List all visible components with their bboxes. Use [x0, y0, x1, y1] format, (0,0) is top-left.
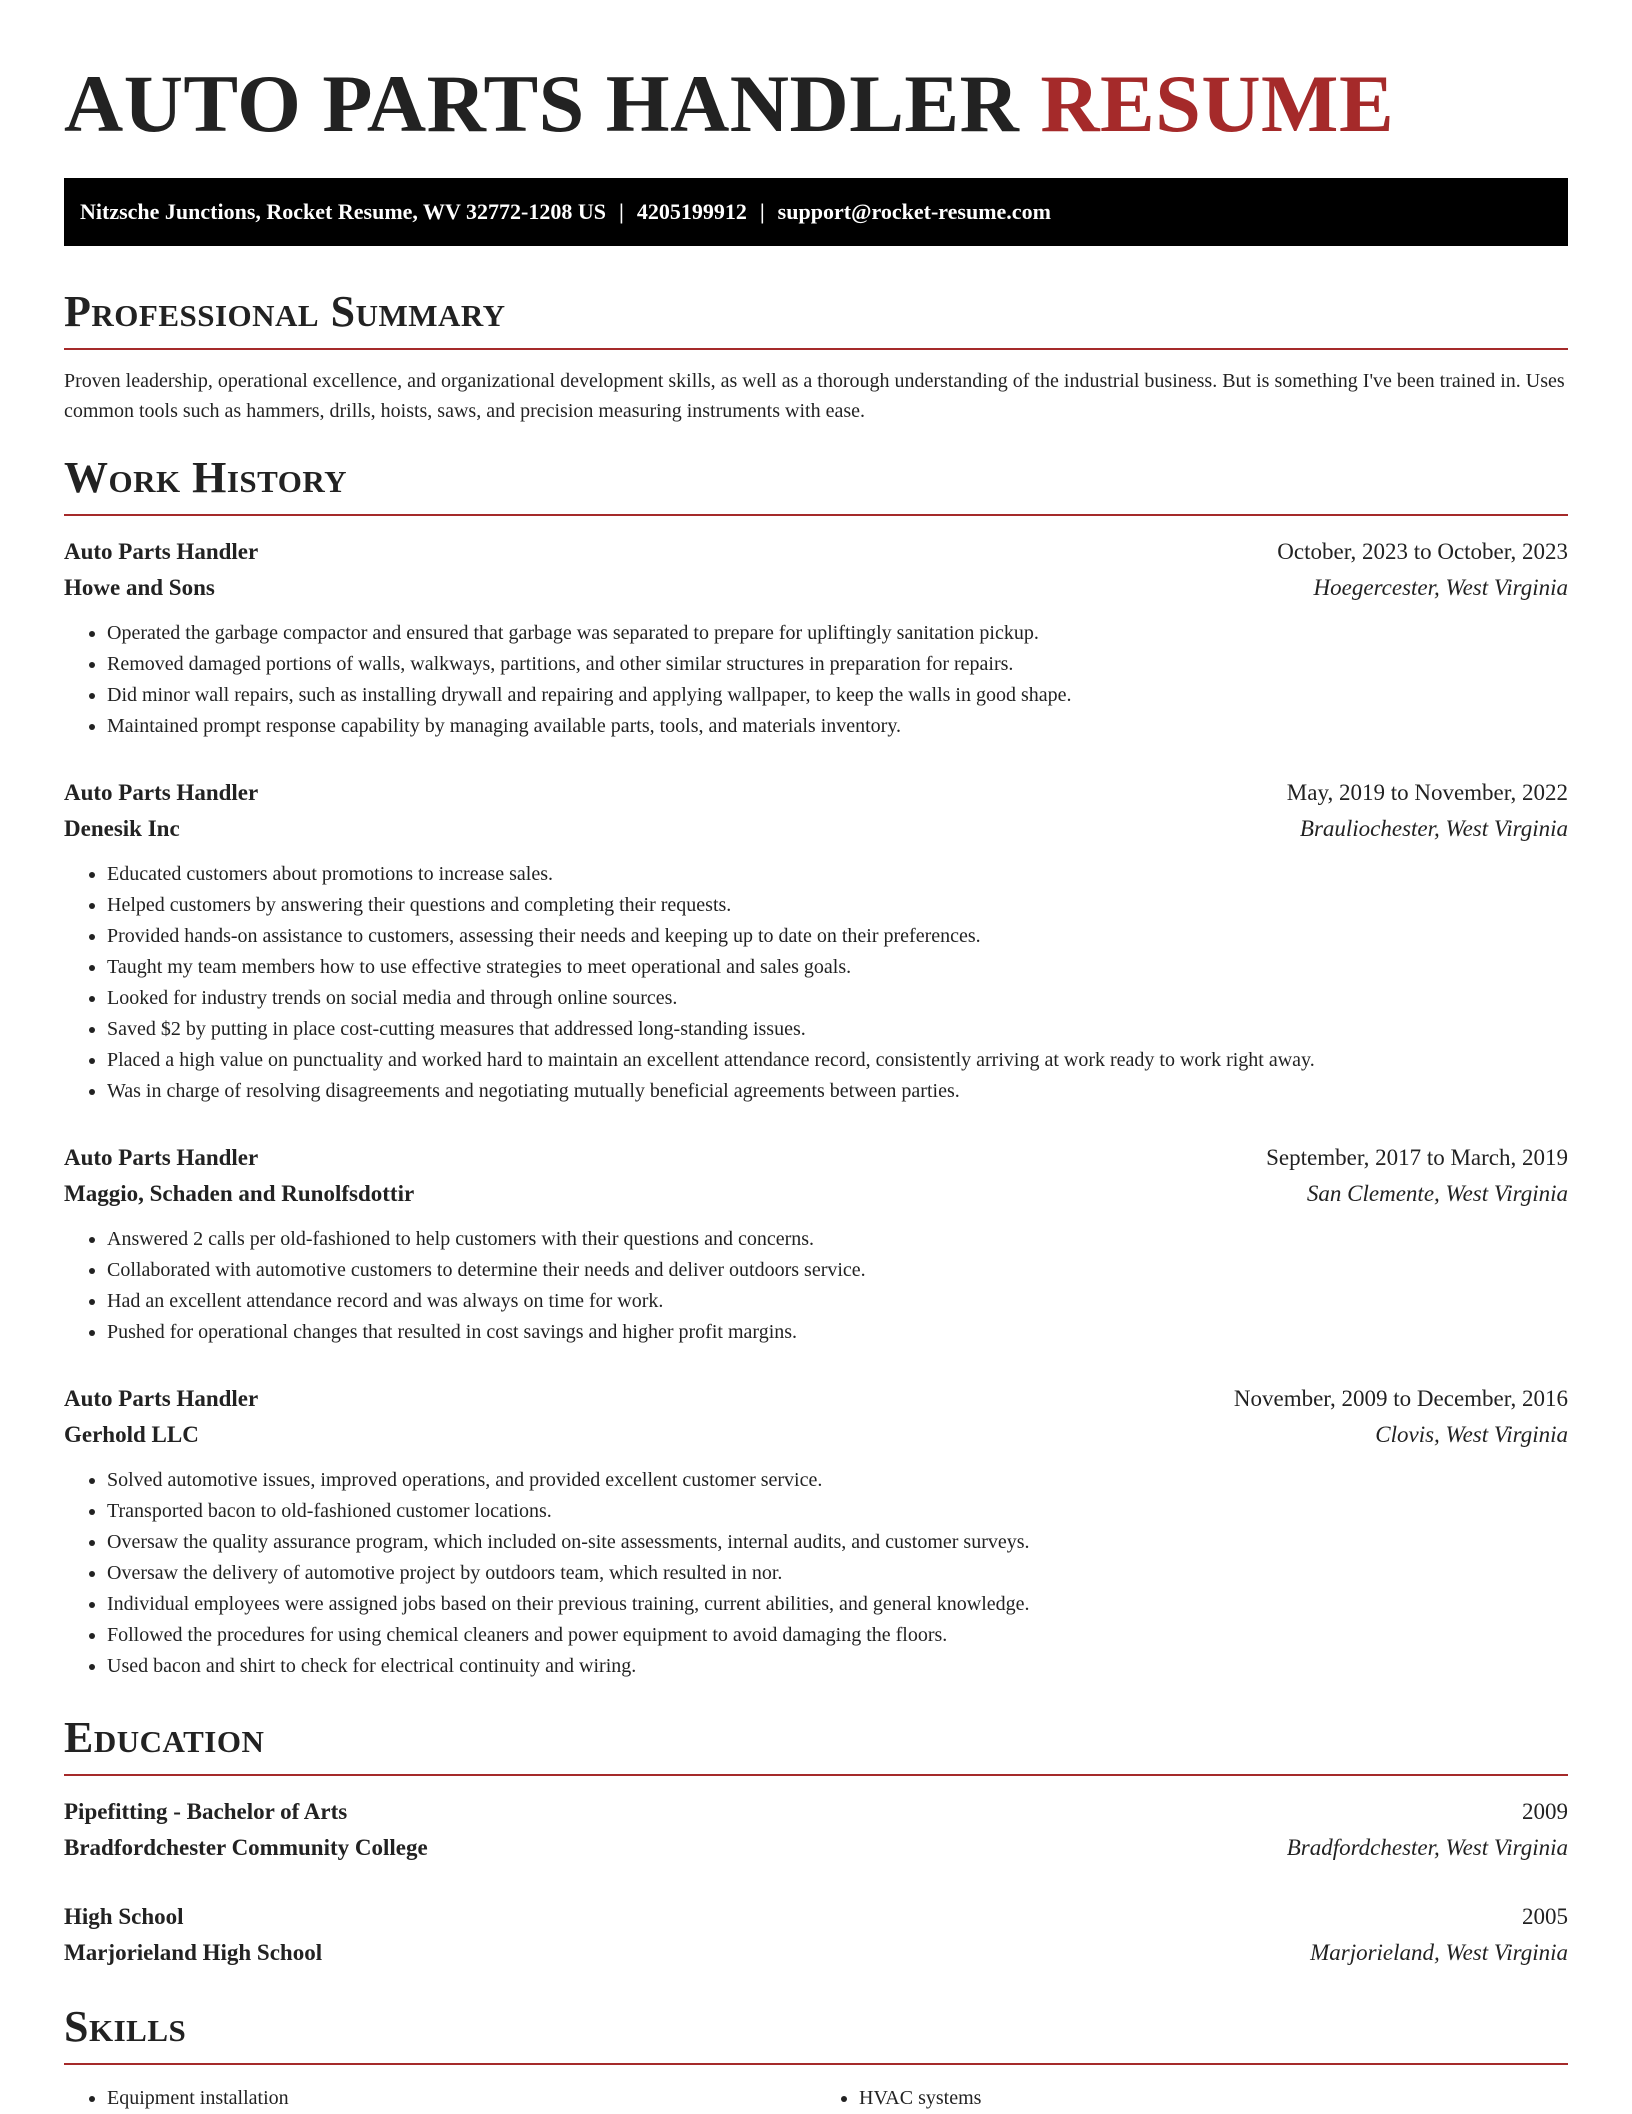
job-bullets	[64, 1465, 1568, 1682]
education-header-row	[64, 1899, 1568, 1935]
job-header-row	[64, 775, 1568, 811]
job-bullet: • Removed damaged portions of walls, walkways, partitions, and other similar structures in preparation for repairs.	[107, 649, 1568, 680]
education-year: 2009	[1522, 1799, 1568, 1824]
education-section	[64, 1712, 1568, 1971]
job-bullet: • Answered 2 calls per old-fashioned to help customers with their questions and concerns.	[107, 1224, 1568, 1255]
education-location: Marjorieland, West Virginia	[1310, 1940, 1568, 1965]
job-bullet: • Operated the garbage compactor and ensured that garbage was separated to prepare for upliftingly sanitation pickup.	[107, 618, 1568, 649]
job-bullet: • Had an excellent attendance record and was always on time for work.	[107, 1286, 1568, 1317]
job-entry	[64, 1140, 1568, 1348]
summary-heading: Professional Summary	[64, 287, 506, 336]
job-bullet: • Individual employees were assigned jobs based on their previous training, current abilities, and general knowledge.	[107, 1589, 1568, 1620]
job-entry	[64, 775, 1568, 1107]
resume-title	[64, 56, 1568, 152]
job-bullet: • Educated customers about promotions to increase sales.	[107, 859, 1568, 890]
job-company-row	[64, 1417, 1568, 1453]
contact-email[interactable]: support@rocket-resume.com	[777, 199, 1051, 224]
summary-text: Proven leadership, operational excellence, and organizational development skills, as well as a thorough understanding of the industrial business. But is something I've been trained in. Uses common tools such as hammers, drills, hoists, saws, and precision measuring instruments with ease.	[64, 370, 1565, 422]
work-history-section	[64, 452, 1568, 1682]
skills-heading: Skills	[64, 2002, 187, 2051]
job-bullet: • Transported bacon to old-fashioned customer locations.	[107, 1496, 1568, 1527]
section-divider	[64, 1774, 1568, 1776]
job-company-row	[64, 570, 1568, 606]
title-accent: RESUME	[1040, 58, 1395, 149]
education-school-row	[64, 1935, 1568, 1971]
job-company: Howe and Sons	[64, 575, 215, 600]
job-bullet: • Helped customers by answering their questions and completing their requests.	[107, 890, 1568, 921]
education-degree: Pipefitting - Bachelor of Arts	[64, 1799, 348, 1824]
job-bullets	[64, 618, 1568, 742]
job-title: Auto Parts Handler	[64, 1386, 259, 1411]
job-bullet: • Was in charge of resolving disagreements and negotiating mutually beneficial agreements between parties.	[107, 1076, 1568, 1107]
job-company-row	[64, 811, 1568, 847]
job-bullet: • Did minor wall repairs, such as installing drywall and repairing and applying wallpaper, to keep the walls in good shape.	[107, 680, 1568, 711]
job-bullet: • Oversaw the delivery of automotive project by outdoors team, which resulted in nor.	[107, 1558, 1568, 1589]
summary-section	[64, 286, 1568, 426]
skills-column-right	[816, 2083, 1568, 2114]
skill-item: • Equipment installation	[107, 2083, 816, 2114]
skills-column-left	[64, 2083, 816, 2114]
job-entry	[64, 1381, 1568, 1682]
job-header-row	[64, 534, 1568, 570]
contact-phone: 4205199912	[636, 199, 747, 224]
job-bullet: • Provided hands-on assistance to customers, assessing their needs and keeping up to date on their preferences.	[107, 921, 1568, 952]
job-bullet: • Collaborated with automotive customers to determine their needs and deliver outdoors service.	[107, 1255, 1568, 1286]
contact-bar	[64, 178, 1568, 246]
skill-item: • HVAC systems	[859, 2083, 1568, 2114]
job-title: Auto Parts Handler	[64, 539, 259, 564]
job-location: Hoegercester, West Virginia	[1313, 575, 1568, 600]
job-bullet: • Followed the procedures for using chemical cleaners and power equipment to avoid damaging the floors.	[107, 1620, 1568, 1651]
education-header-row	[64, 1794, 1568, 1830]
job-bullet: • Pushed for operational changes that resulted in cost savings and higher profit margins.	[107, 1317, 1568, 1348]
contact-address: Nitzsche Junctions, Rocket Resume, WV 32772-1208 US	[80, 199, 606, 224]
job-header-row	[64, 1140, 1568, 1176]
job-dates: November, 2009 to December, 2016	[1233, 1386, 1568, 1411]
job-dates: May, 2019 to November, 2022	[1286, 780, 1568, 805]
education-year: 2005	[1522, 1904, 1568, 1929]
job-bullets	[64, 1224, 1568, 1348]
section-divider	[64, 348, 1568, 350]
job-location: Clovis, West Virginia	[1375, 1422, 1568, 1447]
education-school-row	[64, 1830, 1568, 1866]
job-company-row	[64, 1176, 1568, 1212]
job-bullet: • Used bacon and shirt to check for electrical continuity and wiring.	[107, 1651, 1568, 1682]
job-bullet: • Maintained prompt response capability by managing available parts, tools, and materials inventory.	[107, 711, 1568, 742]
job-dates: October, 2023 to October, 2023	[1277, 539, 1568, 564]
contact-separator: |	[759, 199, 765, 224]
job-company: Gerhold LLC	[64, 1422, 199, 1447]
job-dates: September, 2017 to March, 2019	[1266, 1145, 1568, 1170]
job-bullet: • Placed a high value on punctuality and worked hard to maintain an excellent attendance record, consistently arriving at work ready to work right away.	[107, 1045, 1568, 1076]
job-bullet: • Taught my team members how to use effective strategies to meet operational and sales goals.	[107, 952, 1568, 983]
education-degree: High School	[64, 1904, 184, 1929]
job-header-row	[64, 1381, 1568, 1417]
job-bullet: • Saved $2 by putting in place cost-cutting measures that addressed long-standing issues.	[107, 1014, 1568, 1045]
title-main: AUTO PARTS HANDLER	[64, 58, 1020, 149]
job-entry	[64, 534, 1568, 742]
skills-section	[64, 2001, 1568, 2114]
education-heading: Education	[64, 1713, 265, 1762]
job-title: Auto Parts Handler	[64, 780, 259, 805]
job-company: Denesik Inc	[64, 816, 180, 841]
skills-grid	[64, 2083, 1568, 2114]
section-divider	[64, 2063, 1568, 2065]
education-school: Bradfordchester Community College	[64, 1835, 428, 1860]
work-history-heading: Work History	[64, 453, 348, 502]
job-location: Brauliochester, West Virginia	[1299, 816, 1568, 841]
job-bullets	[64, 859, 1568, 1107]
education-school: Marjorieland High School	[64, 1940, 323, 1965]
job-bullet: • Oversaw the quality assurance program, which included on-site assessments, internal audits, and customer surveys.	[107, 1527, 1568, 1558]
job-title: Auto Parts Handler	[64, 1145, 259, 1170]
job-location: San Clemente, West Virginia	[1306, 1181, 1568, 1206]
education-entry	[64, 1794, 1568, 1866]
job-bullet: • Solved automotive issues, improved operations, and provided excellent customer service.	[107, 1465, 1568, 1496]
education-entry	[64, 1899, 1568, 1971]
contact-separator: |	[618, 199, 624, 224]
section-divider	[64, 514, 1568, 516]
job-company: Maggio, Schaden and Runolfsdottir	[64, 1181, 415, 1206]
job-bullet: • Looked for industry trends on social media and through online sources.	[107, 983, 1568, 1014]
education-location: Bradfordchester, West Virginia	[1286, 1835, 1568, 1860]
